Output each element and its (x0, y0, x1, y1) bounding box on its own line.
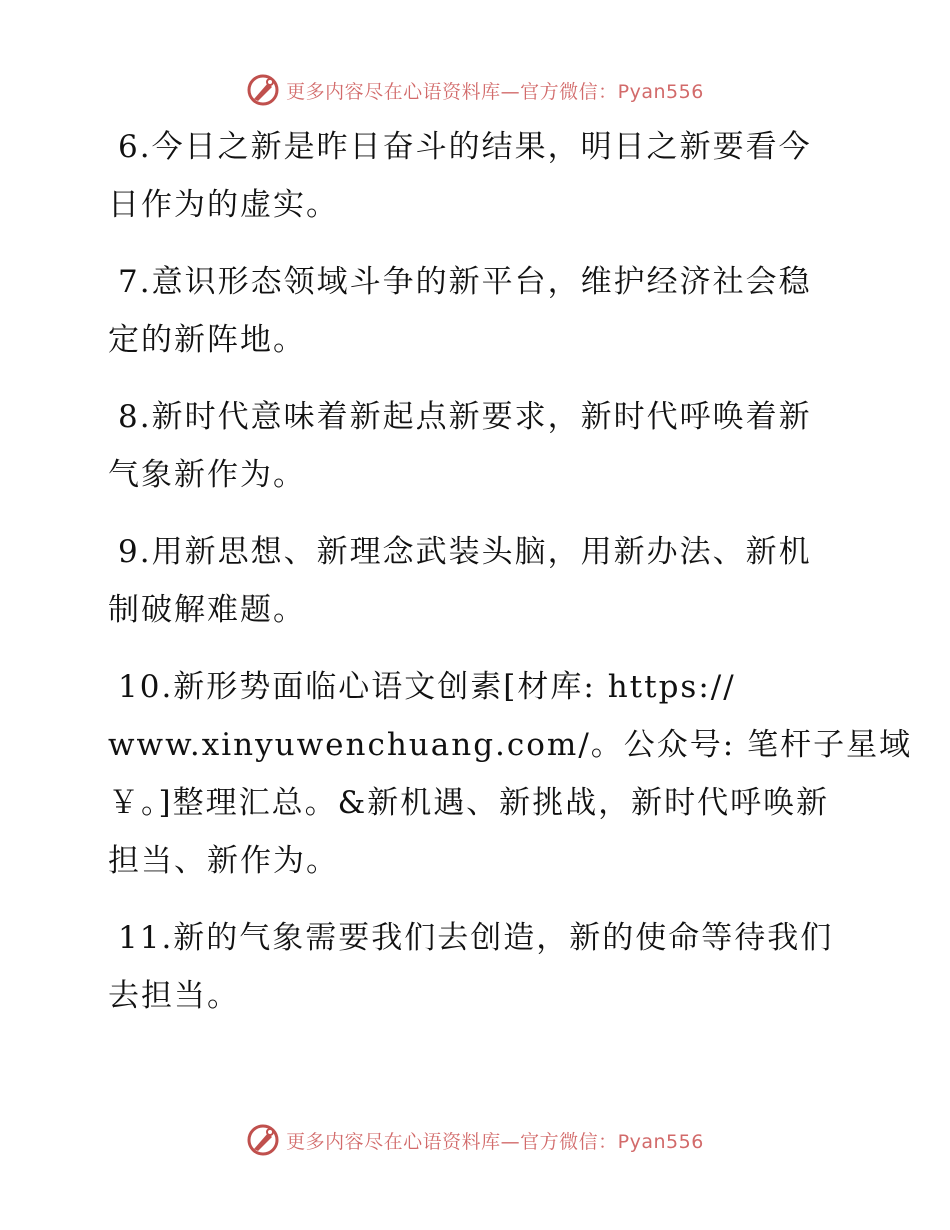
list-item-10 (98, 658, 913, 890)
list-item-10-line-3: ￥。]整理汇总。&新机遇、新挑战，新时代呼唤新 (108, 785, 830, 821)
list-item-9-line-2: 制破解难题。 (108, 592, 306, 628)
list-item-9 (98, 523, 858, 639)
list-item-6-line-1: 6.今日之新是昨日奋斗的结果，明日之新要看今 (118, 129, 812, 165)
list-item-8-line-1: 8.新时代意味着新起点新要求，新时代呼唤着新 (118, 399, 812, 435)
header-banner-text: 更多内容尽在心语资料库—官方微信：Pyan556 (286, 80, 704, 103)
list-item-8 (98, 388, 858, 504)
list-item-7 (98, 253, 858, 369)
list-item-7-line-1: 7.意识形态领域斗争的新平台，维护经济社会稳 (118, 264, 812, 300)
footer-banner-text: 更多内容尽在心语资料库—官方微信：Pyan556 (286, 1130, 704, 1153)
list-item-6 (98, 118, 858, 234)
list-item-10-line-2: www.xinyuwenchuang.com/。公众号: 笔杆子星域 (108, 727, 913, 763)
list-item-11 (98, 909, 858, 1025)
header-banner (0, 70, 950, 110)
list-item-6-line-2: 日作为的虚实。 (108, 187, 339, 223)
list-item-7-line-2: 定的新阵地。 (108, 322, 306, 358)
pen-nib-logo-icon (246, 1123, 280, 1157)
document-body (98, 118, 913, 1044)
list-item-8-line-2: 气象新作为。 (108, 457, 306, 493)
list-item-11-line-2: 去担当。 (108, 978, 240, 1014)
pen-nib-logo-icon (246, 73, 280, 107)
list-item-10-line-4: 担当、新作为。 (108, 843, 339, 879)
list-item-10-line-1: 10.新形势面临心语文创素[材库: https:// (118, 669, 736, 705)
footer-banner (0, 1120, 950, 1160)
list-item-11-line-1: 11.新的气象需要我们去创造，新的使命等待我们 (118, 920, 834, 956)
list-item-9-line-1: 9.用新思想、新理念武装头脑，用新办法、新机 (118, 534, 812, 570)
